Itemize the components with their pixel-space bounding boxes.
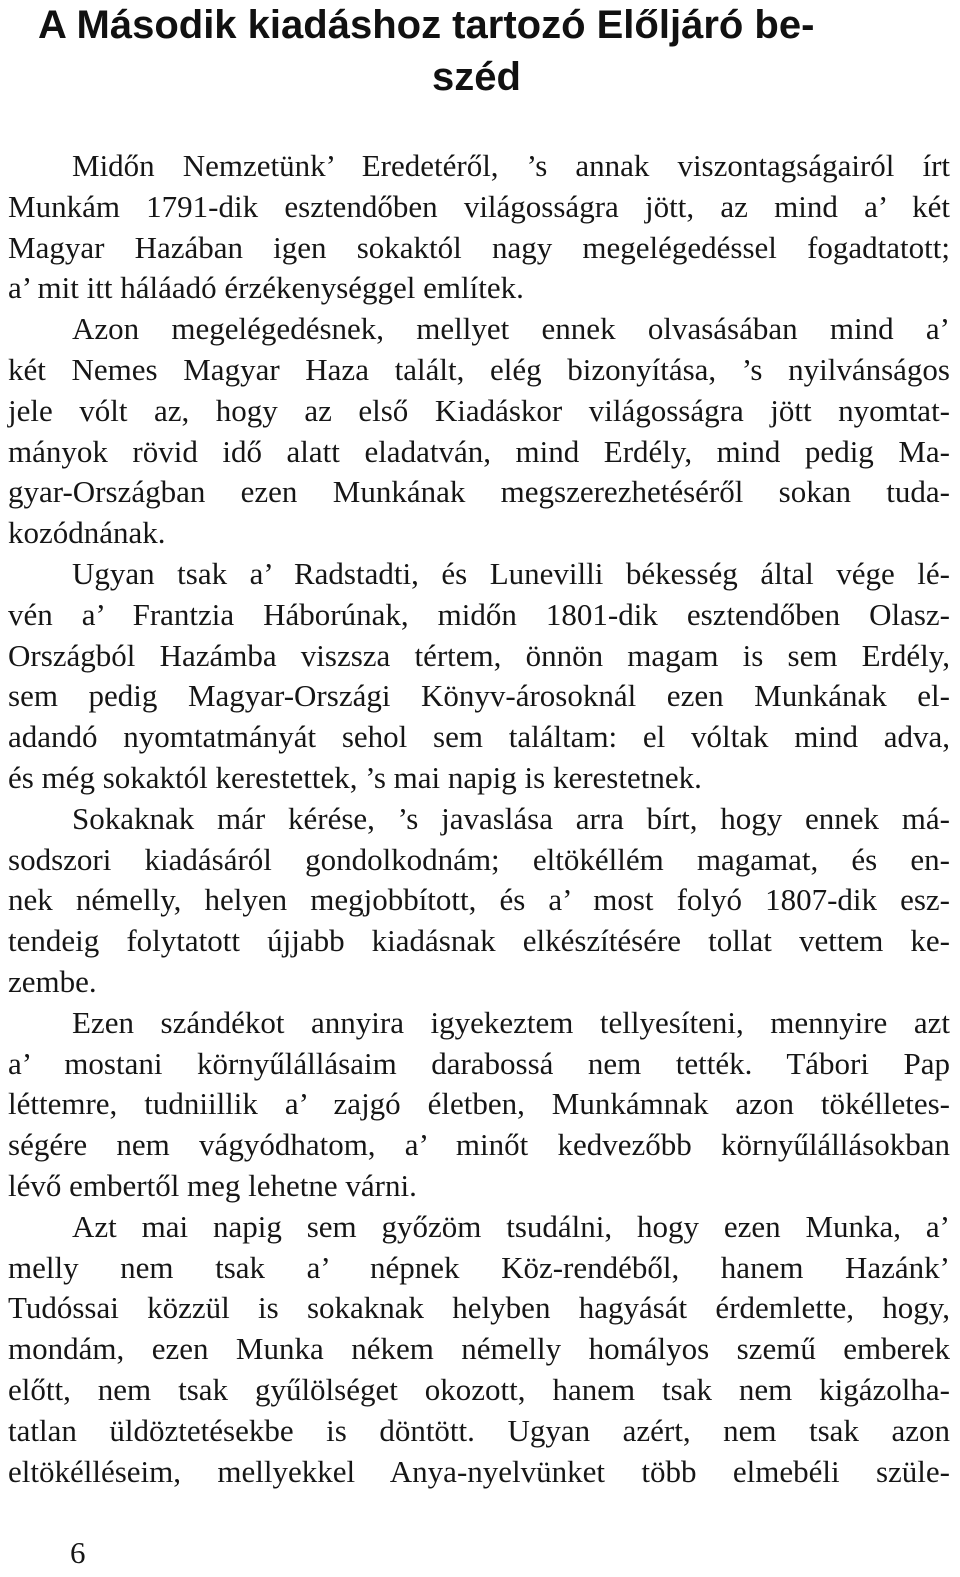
text-line: ségére nem vágyódhatom, a’ minőt kedvezőbb környűlállásokban <box>8 1127 950 1163</box>
text-line: Ugyan tsak a’ Radstadti, és Lunevilli békesség által vége lé- <box>72 555 950 591</box>
text-line: a’ mostani környűlállásaim darabossá nem tették. Tábori Pap <box>8 1045 950 1081</box>
text-line: két Nemes Magyar Haza talált, elég bizonyítása, ’s nyilvánságos <box>8 351 950 387</box>
text-line: jele vólt az, hogy az első Kiadáskor világosságra jött nyomtat- <box>8 392 950 428</box>
text-line: Azon megelégedésnek, mellyet ennek olvasásában mind a’ <box>72 311 950 347</box>
text-line: gyar-Országban ezen Munkának megszerezhetéséről sokan tuda- <box>8 474 950 510</box>
text-line: sodszori kiadásáról gondolkodnám; eltökéllém magamat, és en- <box>8 841 950 877</box>
text-line: a’ mit itt háláadó érzékenységgel említek. <box>8 270 524 306</box>
text-line: Azt mai napig sem győzöm tsudálni, hogy ezen Munka, a’ <box>72 1208 950 1244</box>
text-line: Magyar Hazában igen sokaktól nagy megelégedéssel fogadtatott; <box>8 229 950 265</box>
text-line: Midőn Nemzetünk’ Eredetéről, ’s annak viszontagságairól írt <box>72 148 950 183</box>
chapter-heading-line-2: széd <box>432 55 521 99</box>
text-line: vén a’ Frantzia Háborúnak, midőn 1801-dik esztendőben Olasz- <box>8 596 950 632</box>
text-line: előtt, nem tsak gyűlölséget okozott, hanem tsak nem kigázolha- <box>8 1371 950 1407</box>
text-line: tendeig folytatott újjabb kiadásnak elkészítésére tollat vettem ke- <box>8 923 950 959</box>
text-line: mányok rövid idő alatt eladatván, mind Erdély, mind pedig Ma- <box>8 433 950 469</box>
text-line: léttemre, tudniillik a’ zajgó életben, Munkámnak azon tökélletes- <box>8 1086 950 1122</box>
text-line: lévő embertől meg lehetne várni. <box>8 1167 417 1203</box>
body-text <box>8 146 950 1492</box>
text-line: mondám, ezen Munka nékem némelly homályos szemű emberek <box>8 1331 950 1367</box>
text-line: Sokaknak már kérése, ’s javaslása arra bírt, hogy ennek má- <box>72 800 950 836</box>
text-line: adandó nyomtatmányát sehol sem találtam: el vóltak mind adva, <box>8 719 950 755</box>
text-line: Tudóssai közzül is sokaknak helyben hagyását érdemlette, hogy, <box>8 1290 950 1326</box>
page-number: 6 <box>70 1535 86 1570</box>
text-line: tatlan üldöztetésekbe is döntött. Ugyan azért, nem tsak azon <box>8 1412 950 1448</box>
text-line: melly nem tsak a’ népnek Köz-rendéből, hanem Hazánk’ <box>8 1249 950 1285</box>
text-line: sem pedig Magyar-Országi Könyv-árosoknál ezen Munkának el- <box>8 678 950 714</box>
text-line: kozódnának. <box>8 515 166 551</box>
text-line: és még sokaktól kerestettek, ’s mai napig is kerestetnek. <box>8 759 702 795</box>
chapter-heading <box>38 0 938 102</box>
text-line: nek némelly, helyen megjobbított, és a’ most folyó 1807-dik esz- <box>8 882 950 918</box>
text-line: Ezen szándékot annyira igyekeztem tellyesíteni, mennyire azt <box>72 1004 950 1040</box>
text-line: zembe. <box>8 963 97 999</box>
chapter-heading-line-1: A Második kiadáshoz tartozó Előljáró be- <box>38 3 815 47</box>
text-line: Munkám 1791-dik esztendőben világosságra jött, az mind a’ két <box>8 188 950 224</box>
text-line: eltökélléseim, mellyekkel Anya-nyelvünket több elmebéli szüle- <box>8 1453 950 1489</box>
text-line: Országból Hazámba viszsza tértem, önnön magam is sem Erdély, <box>8 637 950 673</box>
